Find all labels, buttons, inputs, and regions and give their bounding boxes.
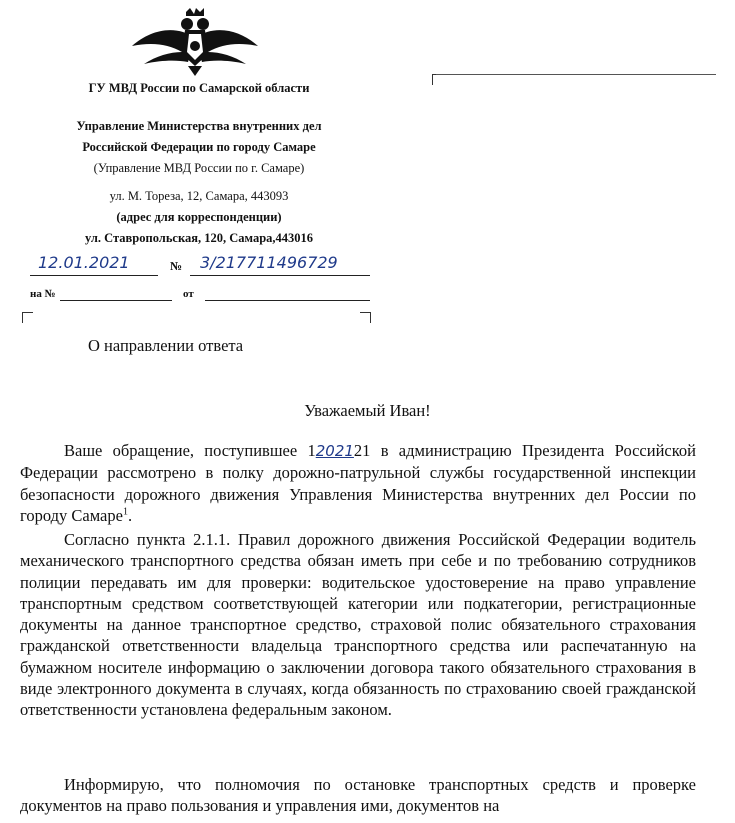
number-label: № [170,259,183,273]
org-line-3: Российской Федерации по городу Самаре [82,140,316,154]
body-paragraph-3: Информирую, что полномочия по остановке транспортных средств и проверке документов на право пользования и управления ими, документов на [20,775,696,816]
number-underline [190,275,370,276]
greeting: Уважаемый Иван! [304,401,431,420]
reply-number-underline [60,300,172,301]
reply-from-underline [205,300,370,301]
organization-subheader [20,116,378,179]
reply-number-label: на № [30,288,56,300]
registration-number: 3/217711496729 [200,253,338,272]
date-underline [30,275,158,276]
body-paragraph-2: Согласно пункта 2.1.1. Правил дорожного движения Российской Федерации водитель механического транспортного средства обязан иметь при себе и по требованию сотрудников полиции передавать им для проверки: водительское удостоверение на право управление транспортным средством соответствующей категории или подкатегории, регистрационные документы на данное транспортное средство, страховой полис обязательного страхования гражданской ответственности владельца транспортного средства или распечатанную на бумажном носителе информацию о заключении договора такого обязательного страхования в виде электронного документа в случаях, когда обязанность по страхованию своей гражданской ответственности установлена федеральным законом. [20,530,696,720]
address-line-1: ул. М. Тореза, 12, Самара, 443093 [109,189,289,203]
address-line-2: ул. Ставропольская, 120, Самара,443016 [84,231,314,245]
subject-corner-right [360,312,371,323]
footnote-marker: 1 [122,506,128,518]
address-block [20,186,378,249]
organization-header [20,78,378,99]
p1-end: . [127,505,133,525]
address-field-top-line [436,74,716,75]
corner-mark-top-left [432,74,443,85]
p1-start: Ваше обращение, поступившее 1 [64,441,316,460]
org-line-4: (Управление МВД России по г. Самаре) [93,161,305,175]
org-line-1: ГУ МВД России по Самарской области [88,81,310,95]
body-paragraph-1 [20,440,696,526]
registration-date: 12.01.2021 [38,253,130,272]
letter-subject: О направлении ответа [88,336,244,355]
org-line-2: Управление Министерства внутренних дел [76,119,322,133]
address-label: (адрес для корреспонденции) [116,210,282,224]
reply-from-label: от [183,288,194,300]
double-headed-eagle-emblem [130,8,260,78]
p1-main: 21 в администрацию Президента Российской Федерации рассмотрено в полку дорожно-патрульной службы государственной инспекции безопасности дорожного движения Управления Министерства внутренних дел России по городу Самаре [20,441,696,525]
p1-handwritten-date: 2021 [315,442,354,460]
subject-corner-left [22,312,33,323]
